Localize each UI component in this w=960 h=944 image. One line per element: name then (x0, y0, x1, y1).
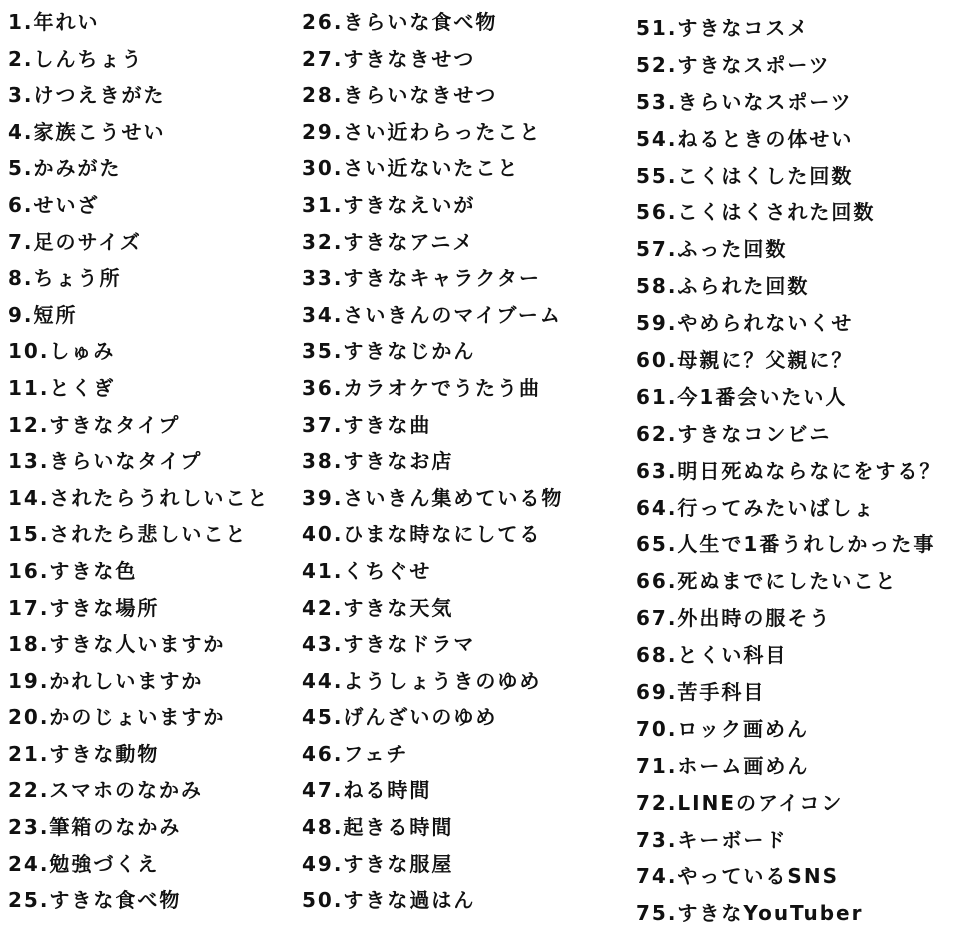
question-column-1 (8, 4, 269, 919)
question-item: 35.すきなじかん (302, 339, 476, 364)
question-item: 63.明日死ぬならなにをする？ (636, 458, 942, 483)
question-item: 60.母親に？父親に？ (636, 348, 854, 373)
question-item: 33.すきなキャラクター (302, 266, 542, 291)
question-item: 21.すきな動物 (8, 741, 160, 766)
question-item: 56.こくはくされた回数 (636, 200, 876, 225)
question-item: 73.キーボード (636, 827, 788, 852)
question-item: 7.足のサイズ (8, 229, 142, 254)
question-item: 4.家族こうせい (8, 119, 166, 144)
question-item: 28.きらいなきせつ (302, 83, 498, 108)
question-item: 36.カラオケでうたう曲 (302, 375, 542, 400)
question-item: 19.かれしいますか (8, 668, 204, 693)
question-item: 6.せいざ (8, 192, 100, 217)
question-item: 47.ねる時間 (302, 778, 432, 803)
question-item: 34.さいきんのマイブーム (302, 302, 562, 327)
question-item: 1.年れい (8, 10, 100, 34)
question-item: 15.されたら悲しいこと (8, 522, 248, 547)
question-item: 48.起きる時間 (302, 815, 454, 840)
question-item: 17.すきな場所 (8, 595, 160, 620)
question-item: 38.すきなお店 (302, 449, 454, 474)
question-item: 44.ようしょうきのゆめ (302, 668, 542, 693)
question-item: 30.さい近ないたこと (302, 156, 520, 181)
question-item: 2.しんちょう (8, 46, 144, 71)
question-item: 14.されたらうれしいこと (8, 485, 270, 510)
question-item: 75.すきなYouTuber (636, 901, 864, 926)
question-item: 27.すきなきせつ (302, 46, 476, 71)
question-item: 53.きらいなスポーツ (636, 89, 853, 114)
question-item: 57.ふった回数 (636, 237, 788, 262)
question-item: 71.ホーム画めん (636, 753, 810, 778)
question-item: 11.とくぎ (8, 375, 116, 400)
question-item: 20.かのじょいますか (8, 705, 226, 730)
question-column-2 (302, 4, 563, 919)
question-item: 45.げんざいのゆめ (302, 705, 498, 730)
question-item: 23.筆箱のなかみ (8, 815, 182, 840)
question-item: 18.すきな人いますか (8, 632, 226, 657)
question-item: 70.ロック画めん (636, 716, 810, 741)
question-item: 52.すきなスポーツ (636, 52, 831, 77)
question-item: 66.死ぬまでにしたいこと (636, 569, 898, 594)
question-item: 42.すきな天気 (302, 595, 454, 620)
question-item: 12.すきなタイプ (8, 412, 181, 437)
question-item: 68.とくい科目 (636, 643, 788, 668)
question-item: 46.フェチ (302, 741, 409, 766)
question-item: 62.すきなコンビニ (636, 421, 832, 446)
question-item: 49.すきな服屋 (302, 851, 454, 876)
question-item: 72.LINEのアイコン (636, 790, 844, 815)
question-item: 16.すきな色 (8, 558, 138, 583)
question-item: 59.やめられないくせ (636, 311, 854, 336)
question-item: 13.きらいなタイプ (8, 449, 203, 474)
question-item: 54.ねるときの体せい (636, 126, 854, 151)
question-item: 67.外出時の服そう (636, 606, 832, 631)
question-item: 64.行ってみたいばしょ (636, 495, 876, 520)
question-item: 10.しゅみ (8, 339, 116, 364)
question-item: 24.勉強づくえ (8, 851, 160, 876)
question-item: 61.今1番会いたい人 (636, 384, 848, 409)
question-item: 22.スマホのなかみ (8, 778, 204, 803)
question-item: 58.ふられた回数 (636, 274, 810, 299)
question-item: 3.けつえきがた (8, 83, 166, 108)
question-item: 37.すきな曲 (302, 412, 432, 437)
question-item: 65.人生で1番うれしかった事 (636, 532, 936, 557)
question-item: 39.さいきん集めている物 (302, 485, 564, 510)
question-item: 51.すきなコスメ (636, 16, 810, 40)
question-item: 55.こくはくした回数 (636, 163, 854, 188)
question-item: 74.やっているSNS (636, 864, 839, 889)
question-item: 9.短所 (8, 302, 78, 327)
question-item: 69.苦手科目 (636, 680, 766, 705)
question-item: 8.ちょう所 (8, 266, 122, 291)
question-item: 26.きらいな食べ物 (302, 10, 498, 34)
question-column-3 (636, 10, 941, 932)
question-item: 41.くちぐせ (302, 558, 432, 583)
question-item: 29.さい近わらったこと (302, 119, 542, 144)
question-item: 43.すきなドラマ (302, 632, 476, 657)
question-item: 5.かみがた (8, 156, 122, 181)
question-item: 31.すきなえいが (302, 192, 476, 217)
question-item: 32.すきなアニメ (302, 229, 475, 254)
question-item: 50.すきな過はん (302, 888, 476, 913)
question-item: 25.すきな食べ物 (8, 888, 182, 913)
question-item: 40.ひまな時なにしてる (302, 522, 542, 547)
